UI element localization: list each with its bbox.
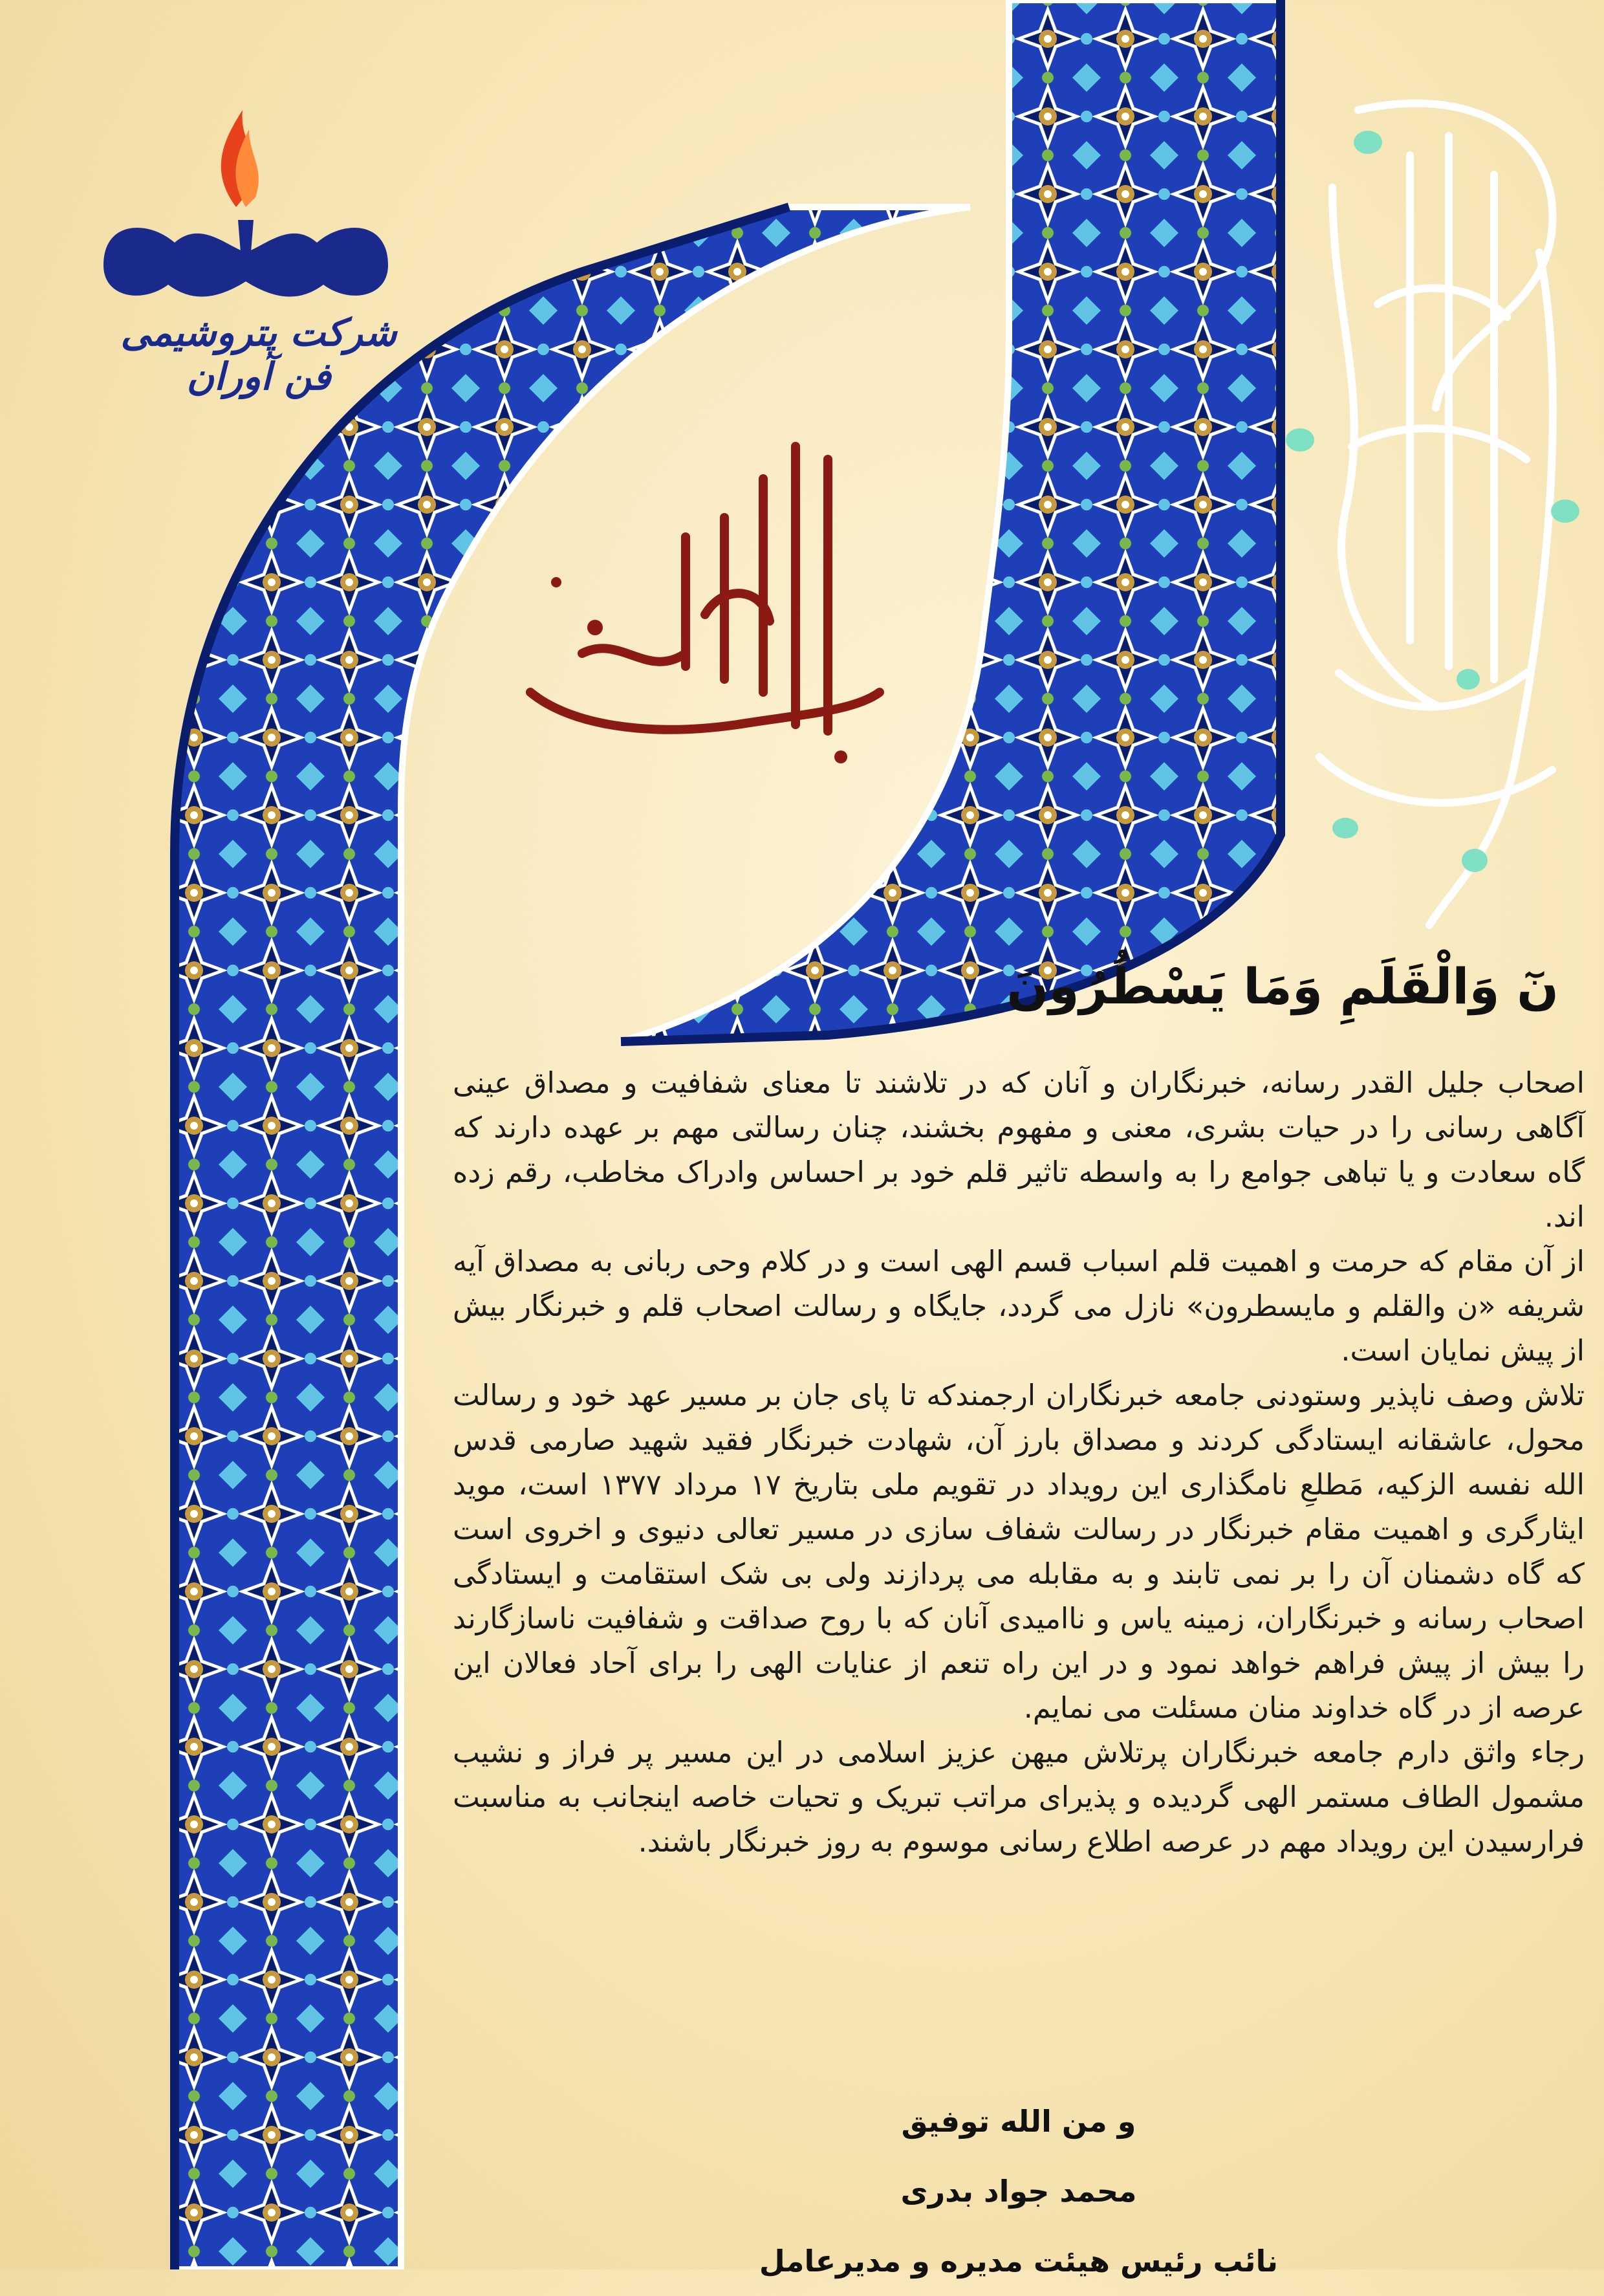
calligraphy-panel: [1281, 58, 1591, 957]
closing-blessing: و من الله توفیق: [901, 2104, 1136, 2139]
company-logo: [78, 58, 414, 399]
paragraph-2: از آن مقام که حرمت و اهمیت قلم اسباب قسم الهی است و در کلام وحی ربانی به مصداق آیه شریفه «ن والقلم و مایسطرون» نازل می گردد، جایگاه و رسالت اصحاب قلم و خبرنگار بیش از پیش نمایان است.: [453, 1245, 1585, 1368]
company-name: شرکت پتروشیمی فن آوران: [120, 311, 397, 399]
basmala-calligraphy: [492, 421, 905, 783]
message-body: [453, 1061, 1585, 1864]
basmala-calligraphy-icon: [492, 421, 905, 783]
signer-title: نائب رئیس هیئت مدیره و مدیرعامل: [759, 2244, 1279, 2279]
signer-name: محمد جواد بدری: [900, 2174, 1137, 2209]
flame-logo-icon: [78, 58, 414, 317]
closing-block: [453, 2086, 1585, 2296]
paragraph-1: اصحاب جلیل القدر رسانه، خبرنگاران و آنان که در تلاشند تا معنای شفافیت و مصداق عینی آگاهی رسانی را در حیات بشری، معنی و مفهوم بخشند، چنان رسالتی مهم بر عهده دارند که گاه سعادت و یا تباهی جوامع را به واسطه تاثیر قلم خود بر احساس وادراک مخاطب، رقم زده اند.: [453, 1067, 1585, 1234]
paragraph-4: رجاء واثق دارم جامعه خبرنگاران پرتلاش میهن عزیز اسلامی در این مسیر پر فراز و نشیب مشمول الطاف مستمر الهی گردیده و پذیرای مراتب تبریک و تحیات خاصه اینجانب به مناسبت فرارسیدن این رویداد مهم در عرصه اطلاع رسانی موسوم به روز خبرنگار باشند.: [453, 1736, 1585, 1859]
quran-calligraphy-icon: [1281, 58, 1591, 957]
paragraph-3: تلاش وصف ناپذیر وستودنی جامعه خبرنگاران ارجمندکه تا پای جان بر مسیر عهد خود و رسالت محول، عاشقانه ایستادگی کردند و مصداق بارز آن، شهادت خبرنگار فقید شهید صارمی قدس الله نفسه الزکیه، مَطلعِ نامگذاری این رویداد در تقویم ملی بتاریخ ۱۷ مرداد ۱۳۷۷ است، موید ایثارگری و اهمیت مقام خبرنگار در رسالت شفاف سازی در مسیر تعالی دنیوی و اخروی است که گاه دشمنان آن را بر نمی تابند و به مقابله می پردازند ولی بی شک استقامت و ایستادگی اصحاب رسانه و خبرنگاران، زمینه یاس و ناامیدی آنان که با روح صداقت و شفافیت ناسازگارند را بیش از پیش فراهم خواهد نمود و در این راه تنعم از عنایات الهی را برای آحاد فعالان این عرصه از در گاه خداوند منان مسئلت می نمایم.: [453, 1379, 1585, 1725]
verse-heading: نٓ وَالْقَلَمِ وَمَا يَسْطُرُونَ: [1006, 957, 1559, 1015]
